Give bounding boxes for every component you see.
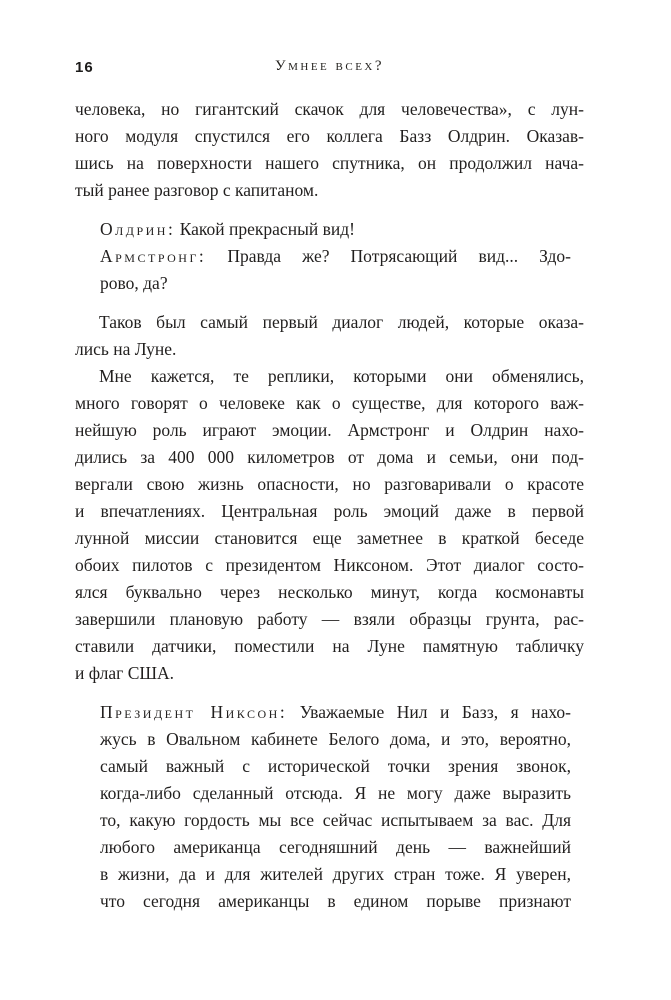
text-line [100,243,571,270]
text-line: ставили датчики, поместили на Луне памятную табличку [75,636,584,656]
text-line [100,216,571,243]
running-head: Умнее всех? [274,58,385,74]
text-line: самый важный с исторической точки зрения звонок, [100,756,571,776]
text-line: когда-либо сделанный отсюда. Я не могу даже выразить [100,783,571,803]
speaker-name: Олдрин : [100,219,175,239]
text-line: рово, да? [100,273,168,293]
quote-block [100,216,571,297]
text-body [75,96,584,915]
text-line: жусь в Овальном кабинете Белого дома, и это, вероятно, [100,729,571,749]
utterance-text: Какой прекрасный вид! [179,219,355,239]
paragraph [75,96,584,204]
page-number: 16 [75,59,94,76]
utterance-text: Правда же? Потрясающий вид... Здо- [227,246,571,266]
text-line: дились за 400 000 километров от дома и семьи, они под- [75,447,584,467]
page-header [75,58,584,78]
text-line: шись на поверхности нашего спутника, он продолжил нача- [75,153,584,173]
text-line: вергали свою жизнь опасности, но разговаривали о красоте [75,474,584,494]
text-line: много говорят о человеке как о существе, для которого важ- [75,393,584,413]
paragraph [75,309,584,363]
text-line: любого американца сегодняшний день — важнейший [100,837,571,857]
utterance-text: Уважаемые Нил и Базз, я нахо- [299,702,572,722]
text-line [100,699,571,726]
text-line: ялся буквально через несколько минут, когда космонавты [75,582,584,602]
paragraph [75,363,584,687]
text-line: ного модуля спустился его коллега Базз Олдрин. Оказав- [75,126,584,146]
text-line: что сегодня американцы в едином порыве признают [100,891,571,911]
speaker-name: Армстронг : [100,246,206,266]
text-line: лунной миссии становится еще заметнее в краткой беседе [75,528,584,548]
text-line: в жизни, да и для жителей других стран тоже. Я уверен, [100,864,571,884]
text-line: лись на Луне. [75,339,177,359]
text-line: нейшую роль играют эмоции. Армстронг и Олдрин нахо- [75,420,584,440]
text-line: завершили плановую работу — взяли образцы грунта, рас- [75,609,584,629]
text-line: обоих пилотов с президентом Никсоном. Этот диалог состо- [75,555,584,575]
quote-block [100,699,571,915]
text-line: Таков был самый первый диалог людей, которые оказа- [99,312,584,332]
text-line: тый ранее разговор с капитаном. [75,180,319,200]
text-line: и впечатлениях. Центральная роль эмоций даже в первой [75,501,584,521]
text-line: и флаг США. [75,663,175,683]
text-line: то, какую гордость мы все сейчас испытываем за вас. Для [100,810,571,830]
speaker-name: Президент Никсон : [100,702,287,722]
text-line: человека, но гигантский скачок для человечества», с лун- [75,99,584,119]
text-line: Мне кажется, те реплики, которыми они обменялись, [99,366,584,386]
